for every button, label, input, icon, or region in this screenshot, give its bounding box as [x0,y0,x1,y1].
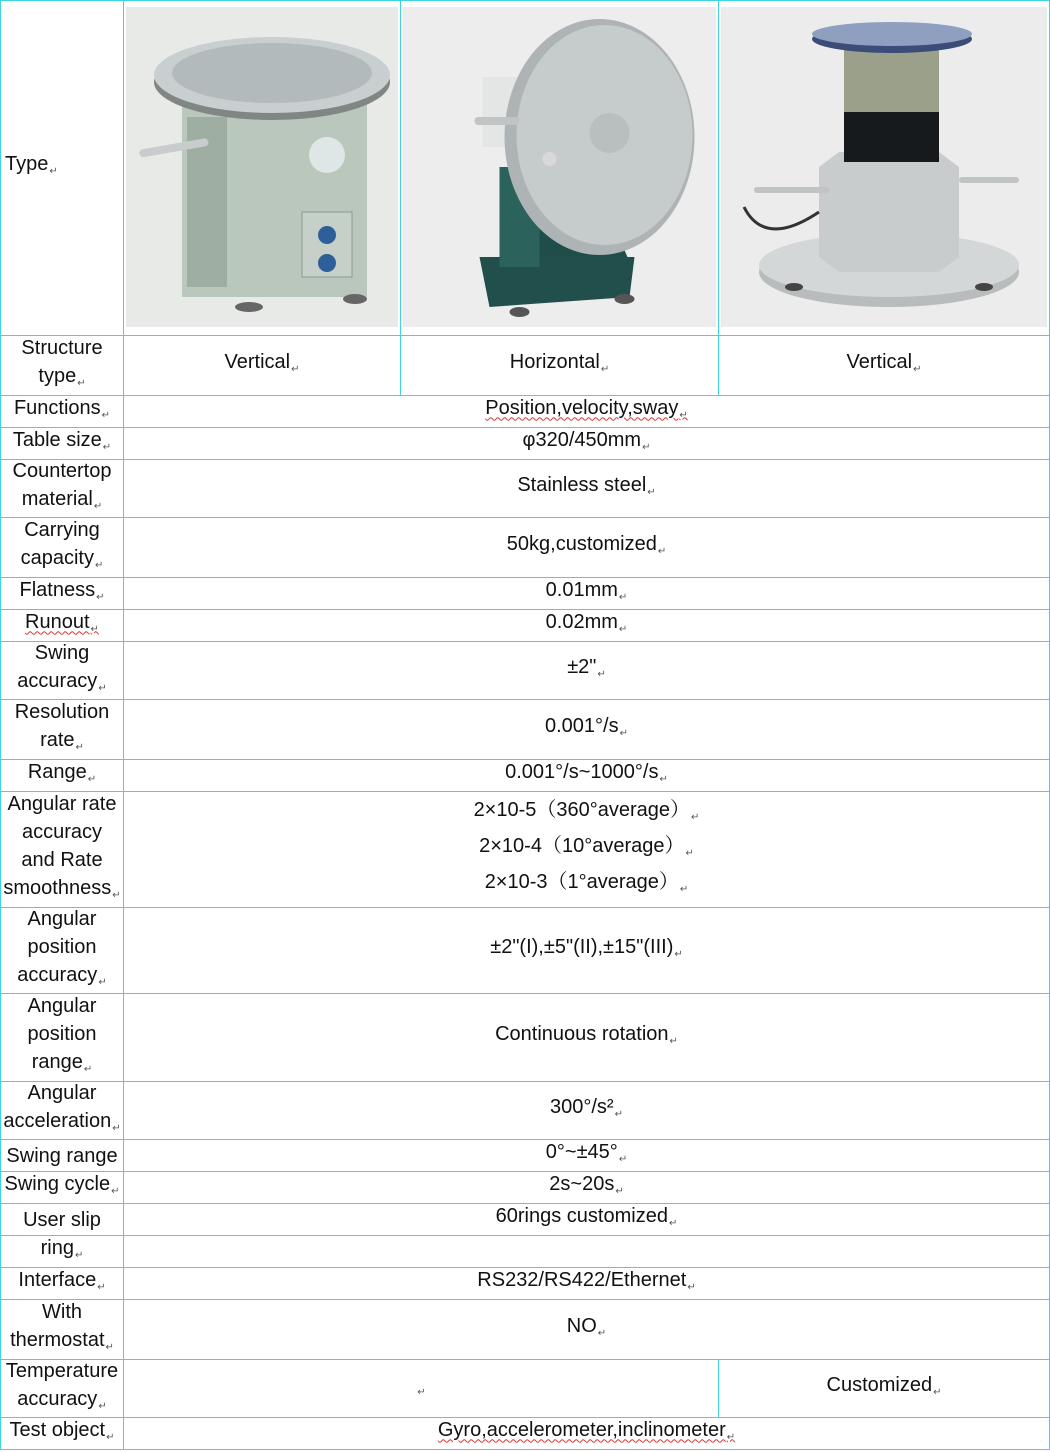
angular-position-range-value: Continuous rotation ↵ [124,994,1050,1082]
user-slip-ring-value-empty [124,1236,1050,1268]
angular-rate-accuracy-label: Angular rate accuracy and Rate smoothness ↵ [0,792,124,908]
range-label: Range ↵ [0,760,124,792]
interface-value: RS232/RS422/Ethernet ↵ [124,1268,1050,1300]
carrying-capacity-label: Carrying capacity ↵ [0,518,124,578]
swing-cycle-label: Swing cycle ↵ [0,1172,124,1204]
angular-position-accuracy-value: ±2"(I),±5"(II),±15"(III) ↵ [124,908,1050,994]
vertical-turntable-image [126,7,398,327]
resolution-rate-label: Resolution rate ↵ [0,700,124,760]
vertical-column-turntable-photo [719,0,1050,336]
swing-range-label: Swing range [0,1140,124,1172]
angular-position-accuracy-label: Angular position accuracy ↵ [0,908,124,994]
runout-label: Runout ↵ [0,610,124,642]
horizontal-turntable-photo [401,0,719,336]
temperature-accuracy-value-right: Customized ↵ [719,1360,1050,1418]
interface-label: Interface ↵ [0,1268,124,1300]
flatness-value: 0.01mm ↵ [124,578,1050,610]
functions-value: Position,velocity,sway ↵ [124,396,1050,428]
countertop-material-label: Countertop material ↵ [0,460,124,518]
angular-rate-line-3: 2×10-3（1°average） ↵ [485,868,689,904]
test-object-label: Test object ↵ [0,1418,124,1450]
with-thermostat-value: NO ↵ [124,1300,1050,1360]
user-slip-ring-label-line2: ring ↵ [0,1236,124,1268]
angular-rate-line-2: 2×10-4（10°average） ↵ [479,832,694,868]
user-slip-ring-value: 60rings customized ↵ [124,1204,1050,1236]
swing-accuracy-value: ±2" ↵ [124,642,1050,700]
with-thermostat-label: With thermostat ↵ [0,1300,124,1360]
angular-rate-accuracy-value [124,792,1050,908]
runout-value: 0.02mm ↵ [124,610,1050,642]
angular-acceleration-label: Angular acceleration ↵ [0,1082,124,1140]
angular-rate-line-1: 2×10-5（360°average） ↵ [474,796,700,832]
table-size-value: φ320/450mm ↵ [124,428,1050,460]
vertical-column-turntable-image [721,7,1047,327]
temperature-accuracy-label: Temperature accuracy ↵ [0,1360,124,1418]
vertical-turntable-photo [124,0,401,336]
horizontal-turntable-image [403,7,716,327]
user-slip-ring-label-line1: User slip [0,1204,124,1236]
swing-cycle-value: 2s~20s ↵ [124,1172,1050,1204]
range-value: 0.001°/s~1000°/s ↵ [124,760,1050,792]
type-label: Type ↵ [0,0,124,336]
carrying-capacity-value: 50kg,customized ↵ [124,518,1050,578]
temperature-accuracy-value-left [124,1360,719,1418]
structure-type-vertical-2: Vertical ↵ [719,336,1050,396]
table-size-label: Table size ↵ [0,428,124,460]
swing-accuracy-label: Swing accuracy ↵ [0,642,124,700]
countertop-material-value: Stainless steel ↵ [124,460,1050,518]
structure-type-horizontal: Horizontal ↵ [401,336,719,396]
angular-acceleration-value: 300°/s² ↵ [124,1082,1050,1140]
swing-range-value: 0°~±45° ↵ [124,1140,1050,1172]
structure-type-vertical-1: Vertical ↵ [124,336,401,396]
functions-label: Functions ↵ [0,396,124,428]
flatness-label: Flatness ↵ [0,578,124,610]
structure-type-label: Structure type ↵ [0,336,124,396]
angular-position-range-label: Angular position range ↵ [0,994,124,1082]
resolution-rate-value: 0.001°/s ↵ [124,700,1050,760]
test-object-value: Gyro,accelerometer,inclinometer ↵ [124,1418,1050,1450]
